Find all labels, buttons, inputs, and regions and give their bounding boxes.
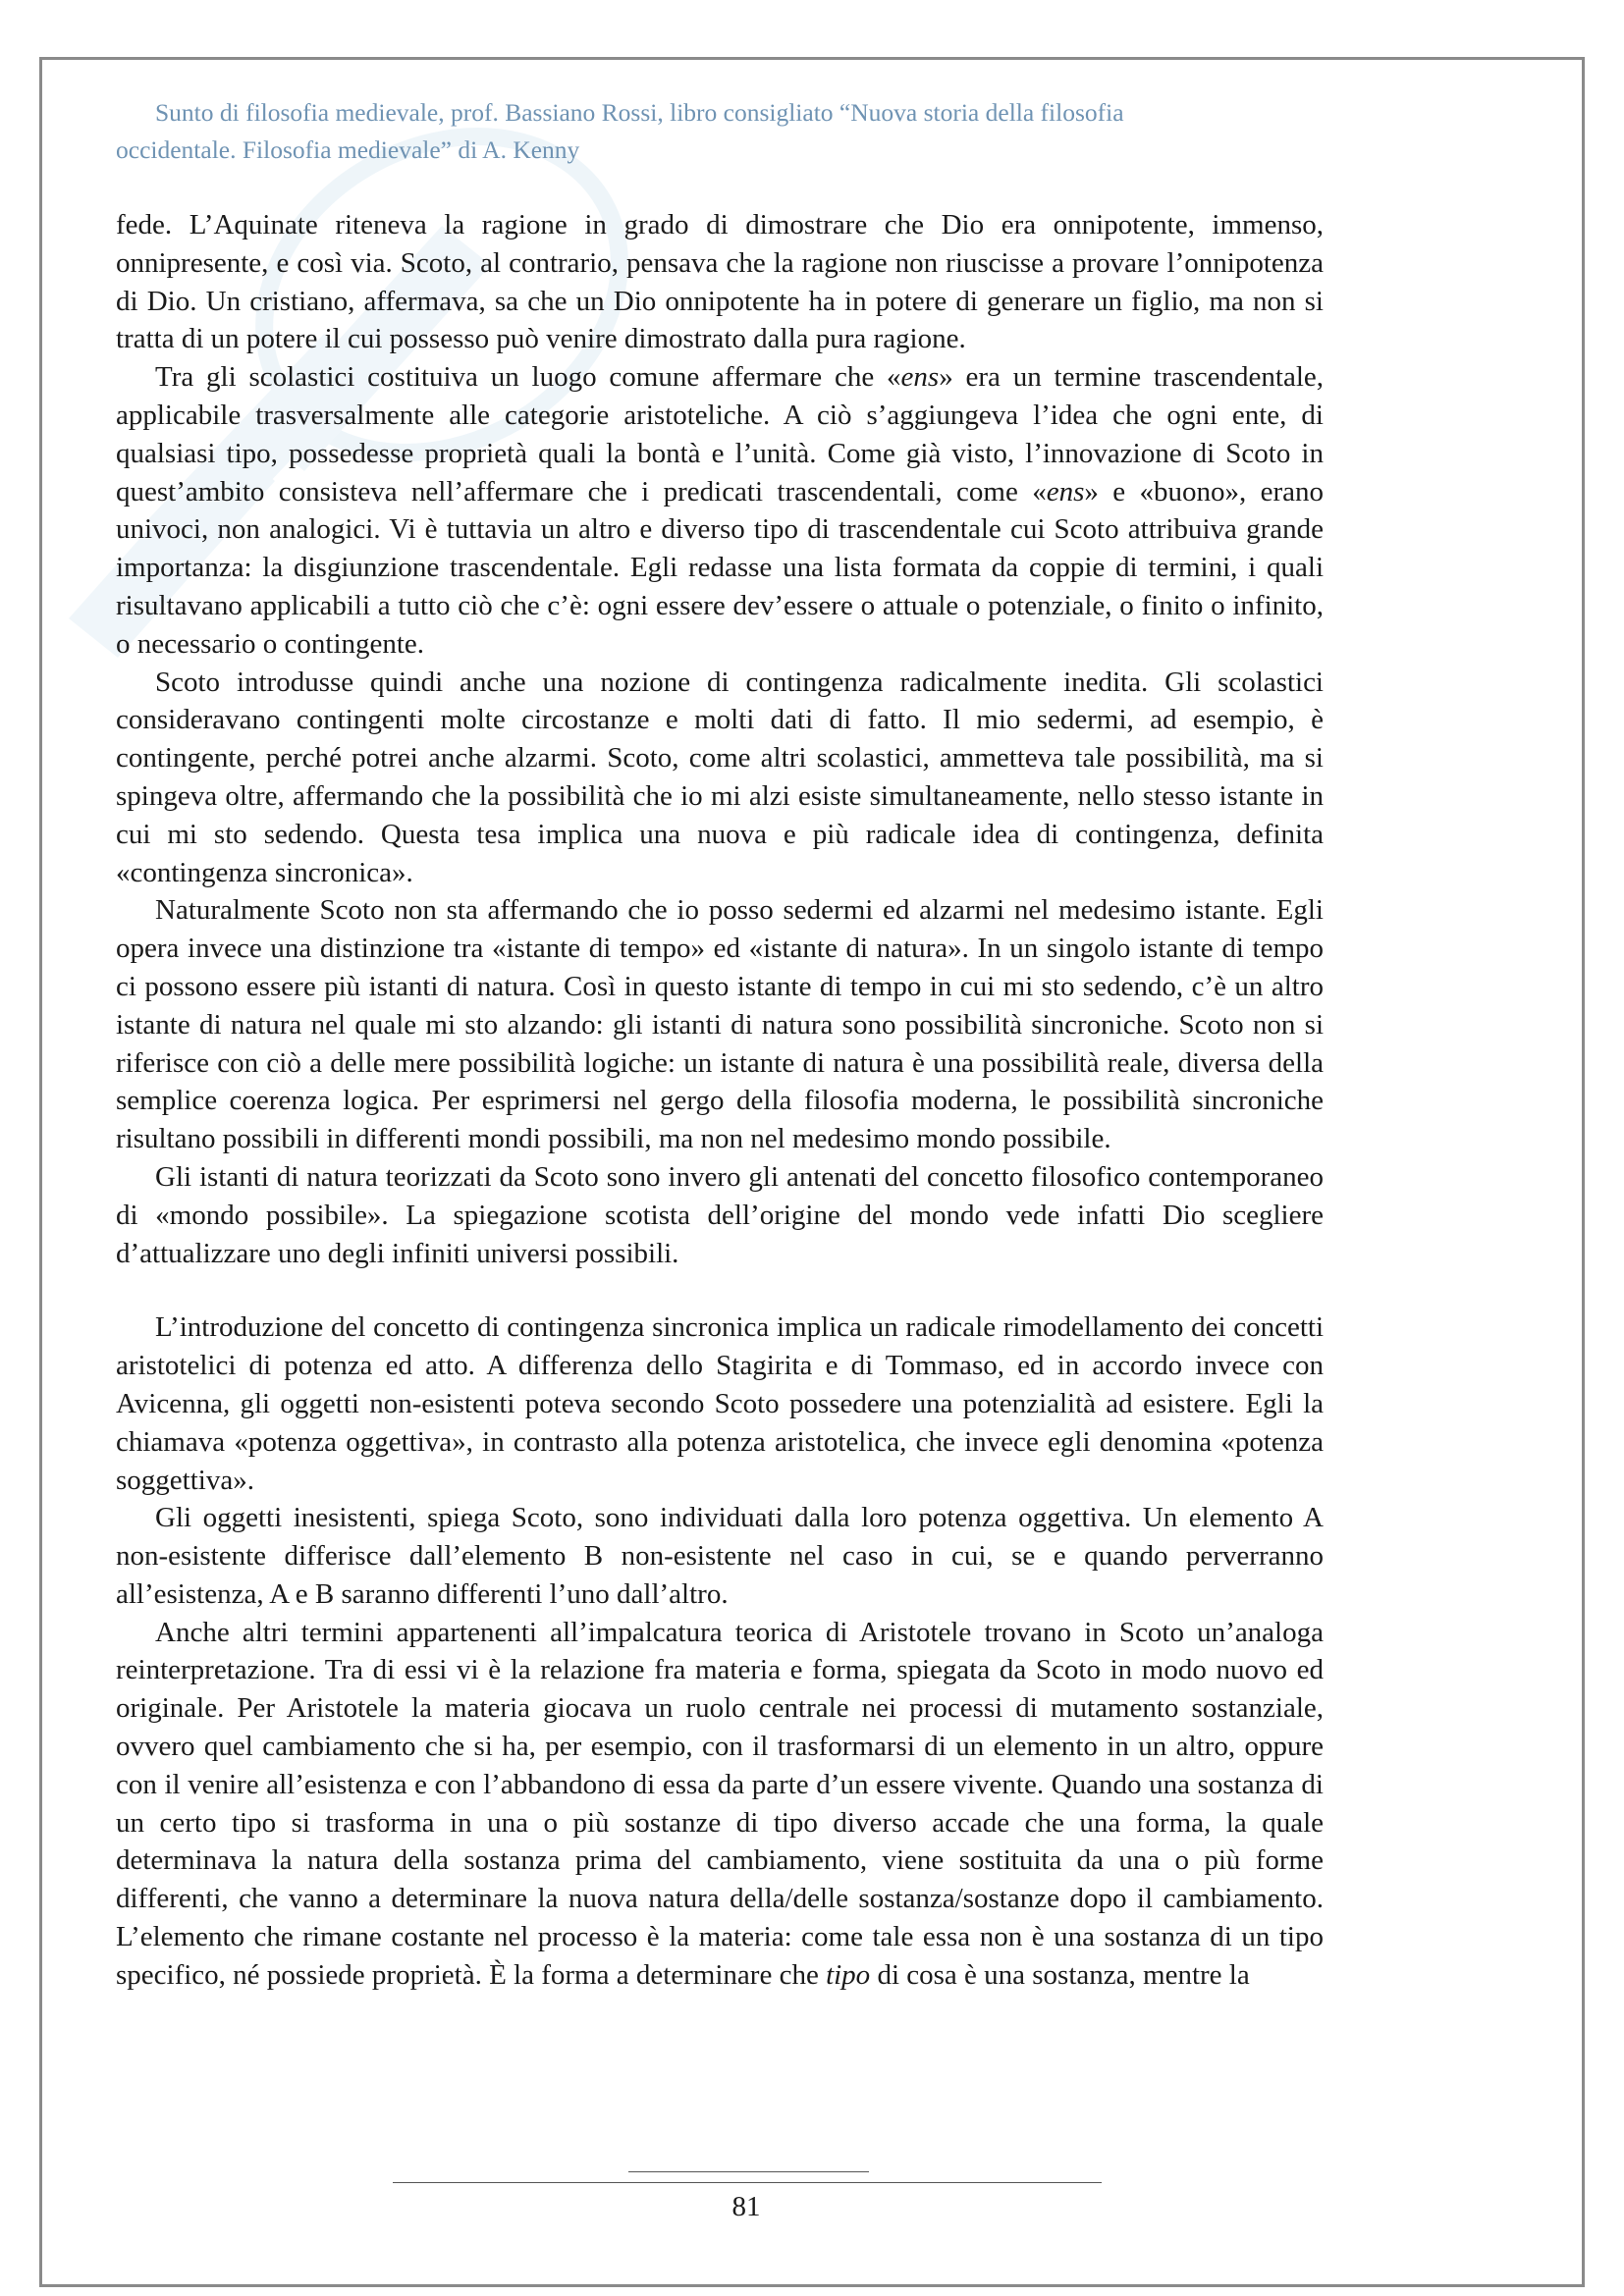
header-line-2: occidentale. Filosofia medievale” di A. Kenny [116,135,580,164]
paragraph-6: L’introduzione del concetto di contingenza sincronica implica un radicale rimodellamento dei concetti aristotelici di potenza ed atto. A differenza dello Stagirita e di Tommaso, ed in accordo invece con Avicenna, gli oggetti non-esistenti poteva secondo Scoto possedere una potenzialità ad esistere. Egli la chiamava «potenza oggettiva», in contrasto alla potenza aristotelica, che invece egli denomina «potenza soggettiva». [116,1311,1324,1496]
paragraph-7: Gli oggetti inesistenti, spiega Scoto, sono individuati dalla loro potenza oggettiva. Un elemento A non-esistente differisce dall’elemento B non-esistente nel caso in cui, se e quando perverranno all’esistenza, A e B saranno differenti l’uno dall’altro. [116,1502,1324,1610]
paragraph-8-part-b: di cosa è una sostanza, mentre la [870,1958,1250,1991]
paragraph-4: Naturalmente Scoto non sta affermando che io posso sedermi ed alzarmi nel medesimo istante. Egli opera invece una distinzione tra «istante di tempo» ed «istante di natura». In un singolo istante di tempo ci possono essere più istanti di natura. Così in questo istante di tempo in cui mi sto sedendo, c’è un altro istante di natura nel quale mi sto alzando: gli istanti di natura sono possibilità sincroniche. Scoto non si riferisce con ciò a delle mere possibilità logiche: un istante di natura è una possibilità reale, diversa della semplice coerenza logica. Per esprimersi nel gergo della filosofia moderna, le possibilità sincroniche risultano possibili in differenti mondi possibili, ma non nel medesimo mondo possibile. [116,894,1324,1155]
paragraph-2 [116,358,1324,663]
page-number: 81 [731,2191,761,2222]
paragraph-5: Gli istanti di natura teorizzati da Scoto sono invero gli antenati del concetto filosofico contemporaneo di «mondo possibile». La spiegazione scotista dell’origine del mondo vede infatti Dio scegliere d’attualizzare uno degli infiniti universi possibili. [116,1160,1324,1269]
term-tipo: tipo [826,1958,871,1991]
footer-rule-long [393,2182,1102,2183]
body-text [116,206,1324,1995]
term-ens: ens [1046,475,1085,507]
running-header [116,94,1324,169]
paragraph-2-part-b: » era un termine trascendentale, applicabile trasversalmente alle categorie aristoteliche. A ciò s’aggiungeva l’idea che ogni ente, di qualsiasi tipo, possedesse proprietà quali la bontà e l’unità. Come già visto, l’innovazione di Scoto in quest’ambito consisteva nell’affermare che i predicati trascendentali, come « [116,361,1324,507]
paragraph-2-part-c: » e «buono», erano univoci, non analogici. Vi è tuttavia un altro e diverso tipo di trascendentale cui Scoto attribuiva grande importanza: la disgiunzione trascendentale. Egli redasse una lista formata da coppie di termini, i quali risultavano applicabili a tutto ciò che c’è: ogni essere dev’essere o attuale o potenziale, o finito o infinito, o necessario o contingente. [116,475,1324,660]
term-ens: ens [900,361,940,394]
paragraph-8 [116,1614,1324,1995]
paragraph-8-part-a: Anche altri termini appartenenti all’impalcatura teorica di Aristotele trovano in Scoto un’analoga reinterpretazione. Tra di essi vi è la relazione fra materia e forma, spiegata da Scoto in modo nuovo ed originale. Per Aristotele la materia giocava un ruolo centrale nei processi di mutamento sostanziale, ovvero quel cambiamento che si ha, per esempio, con il trasformarsi di un elemento in un altro, oppure con il venire all’esistenza e con l’abbandono di essa da parte d’un essere vivente. Quando una sostanza di un certo tipo si trasforma in una o più sostanze di tipo diverso accade che una forma, la quale determinava la natura della sostanza prima del cambiamento, viene sostituita da una o più forme differenti, che vanno a determinare la nuova natura della/delle sostanza/sostanze dopo il cambiamento. L’elemento che rimane costante nel processo è la materia: come tale essa non è una sostanza di un tipo specifico, né possiede proprietà. È la forma a determinare che [116,1616,1324,1991]
paragraph-2-part-a: Tra gli scolastici costituiva un luogo comune affermare che « [155,361,901,394]
header-line-1: Sunto di filosofia medievale, prof. Bassiano Rossi, libro consigliato “Nuova storia della filosofia [155,98,1124,127]
paragraph-1: fede. L’Aquinate riteneva la ragione in grado di dimostrare che Dio era onnipotente, immenso, onnipresente, e così via. Scoto, al contrario, pensava che la ragione non riuscisse a provare l’onnipotenza di Dio. Un cristiano, affermava, sa che un Dio onnipotente ha in potere di generare un figlio, ma non si tratta di un potere il cui possesso può venire dimostrato dalla pura ragione. [116,209,1324,355]
paragraph-3: Scoto introdusse quindi anche una nozione di contingenza radicalmente inedita. Gli scolastici consideravano contingenti molte circostanze e molti dati di fatto. Il mio sedermi, ad esempio, è contingente, perché potrei anche alzarmi. Scoto, come altri scolastici, ammetteva tale possibilità, ma si spingeva oltre, affermando che la possibilità che io mi alzi esiste simultaneamente, nello stesso istante in cui mi sto sedendo. Questa tesa implica una nuova e più radicale idea di contingenza, definita «contingenza sincronica». [116,666,1324,888]
footer-rule-short [628,2171,869,2172]
